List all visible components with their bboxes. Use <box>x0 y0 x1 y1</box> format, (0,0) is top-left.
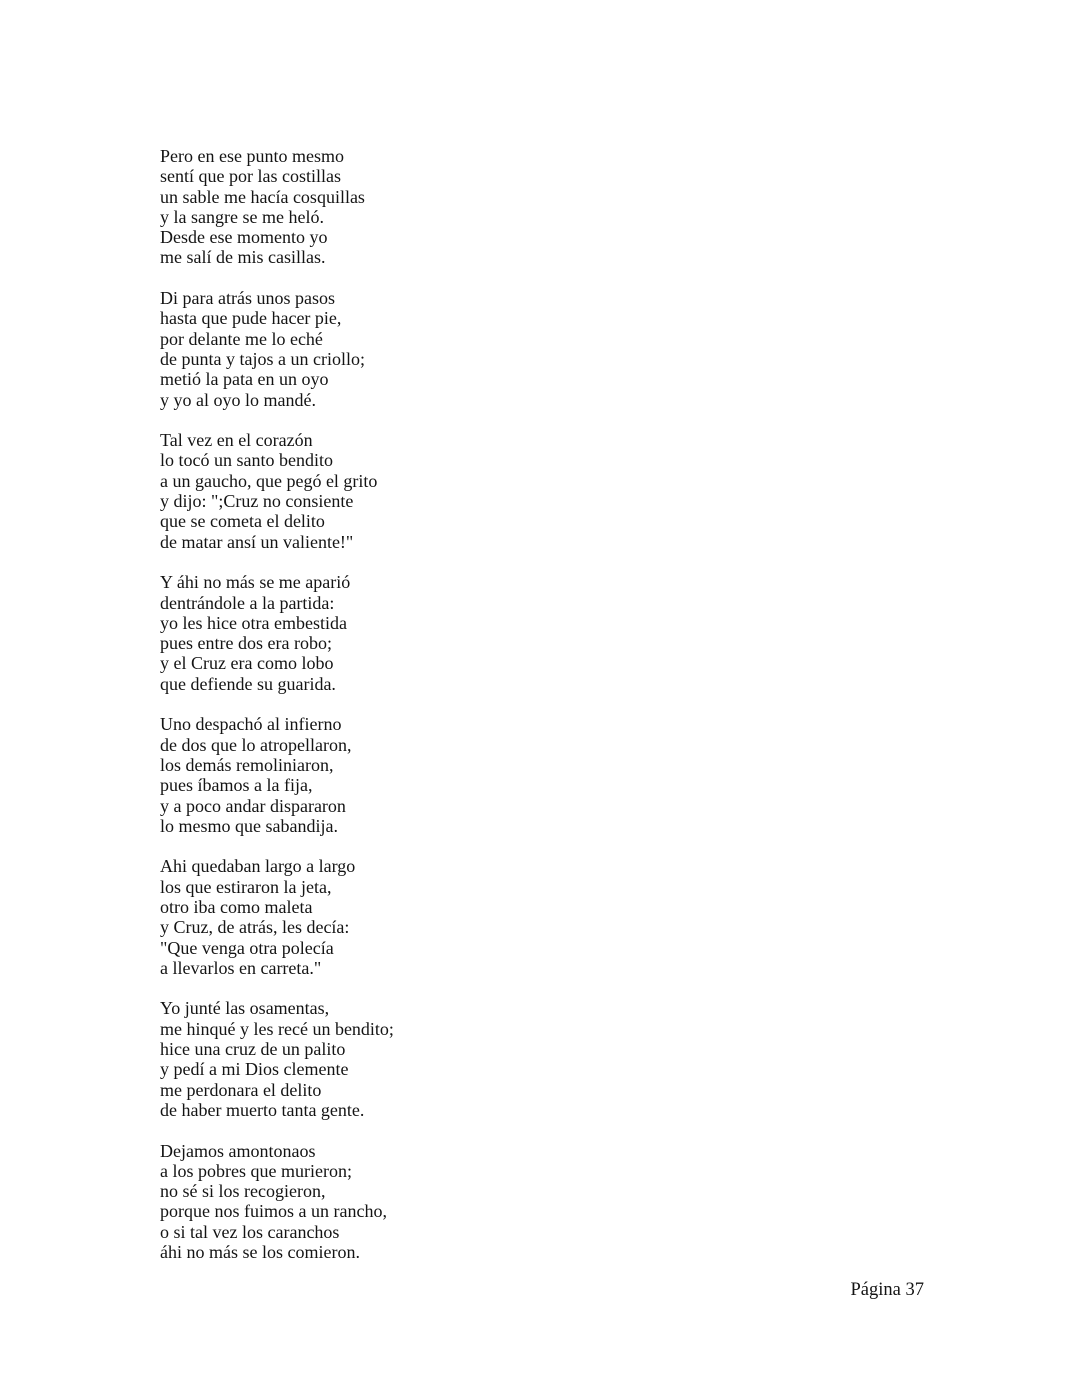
stanza <box>160 856 394 978</box>
poem-line: pues íbamos a la fija, <box>160 775 313 796</box>
poem-line: los demás remoliniaron, <box>160 754 334 775</box>
stanza <box>160 572 394 694</box>
poem-line: y el Cruz era como lobo <box>160 653 334 674</box>
poem-line: de dos que lo atropellaron, <box>160 734 352 755</box>
poem-line: y a poco andar dispararon <box>160 795 346 816</box>
stanza <box>160 1141 394 1263</box>
poem-line: "Que venga otra polecía <box>160 937 334 958</box>
poem-line: a los pobres que murieron; <box>160 1160 352 1181</box>
poem-line: me hinqué y les recé un bendito; <box>160 1018 394 1039</box>
poem-line: los que estiraron la jeta, <box>160 876 332 897</box>
poem-line: pues entre dos era robo; <box>160 633 332 654</box>
poem-line: por delante me lo eché <box>160 328 323 349</box>
poem-line: Ahi quedaban largo a largo <box>160 856 356 877</box>
stanza <box>160 146 394 268</box>
poem-line: no sé si los recogieron, <box>160 1181 326 1202</box>
poem-line: lo mesmo que sabandija. <box>160 815 338 836</box>
poem-line: me perdonara el delito <box>160 1079 322 1100</box>
poem-line: áhi no más se los comieron. <box>160 1242 360 1263</box>
poem-line: dentrándole a la partida: <box>160 592 335 613</box>
poem-line: un sable me hacía cosquillas <box>160 186 365 207</box>
poem-line: a un gaucho, que pegó el grito <box>160 470 378 491</box>
poem-line: lo tocó un santo bendito <box>160 450 333 471</box>
poem-line: otro iba como maleta <box>160 896 313 917</box>
poem-line: y Cruz, de atrás, les decía: <box>160 917 350 938</box>
poem-line: Di para atrás unos pasos <box>160 288 335 309</box>
poem-line: Uno despachó al infierno <box>160 714 342 735</box>
poem-line: a llevarlos en carreta." <box>160 957 322 978</box>
poem-line: Yo junté las osamentas, <box>160 998 330 1019</box>
poem-line: hasta que pude hacer pie, <box>160 308 342 329</box>
poem-line: y la sangre se me heló. <box>160 206 324 227</box>
poem-line: Pero en ese punto mesmo <box>160 146 344 166</box>
poem-line: metió la pata en un oyo <box>160 369 329 390</box>
poem-line: y dijo: ";Cruz no consiente <box>160 491 354 512</box>
poem-line: que se cometa el delito <box>160 511 325 532</box>
poem-line: hice una cruz de un palito <box>160 1039 346 1060</box>
poem-line: que defiende su guarida. <box>160 673 336 694</box>
poem-line: Dejamos amontonaos <box>160 1140 316 1161</box>
poem-line: de matar ansí un valiente!" <box>160 531 354 552</box>
stanza <box>160 430 394 552</box>
poem-line: y pedí a mi Dios clemente <box>160 1059 349 1080</box>
poem-line: Desde ese momento yo <box>160 227 328 248</box>
poem-line: me salí de mis casillas. <box>160 247 326 268</box>
poem-line: sentí que por las costillas <box>160 166 341 187</box>
stanza <box>160 714 394 836</box>
poem-line: de punta y tajos a un criollo; <box>160 348 365 369</box>
stanza <box>160 998 394 1120</box>
poem <box>160 146 394 1283</box>
poem-line: de haber muerto tanta gente. <box>160 1099 365 1120</box>
poem-line: o si tal vez los caranchos <box>160 1221 340 1242</box>
page-number: Página 37 <box>850 1280 924 1300</box>
poem-line: Y áhi no más se me aparió <box>160 572 351 593</box>
stanza <box>160 288 394 410</box>
poem-line: y yo al oyo lo mandé. <box>160 389 316 410</box>
poem-line: Tal vez en el corazón <box>160 430 313 451</box>
poem-line: porque nos fuimos a un rancho, <box>160 1201 387 1222</box>
poem-line: yo les hice otra embestida <box>160 612 347 633</box>
